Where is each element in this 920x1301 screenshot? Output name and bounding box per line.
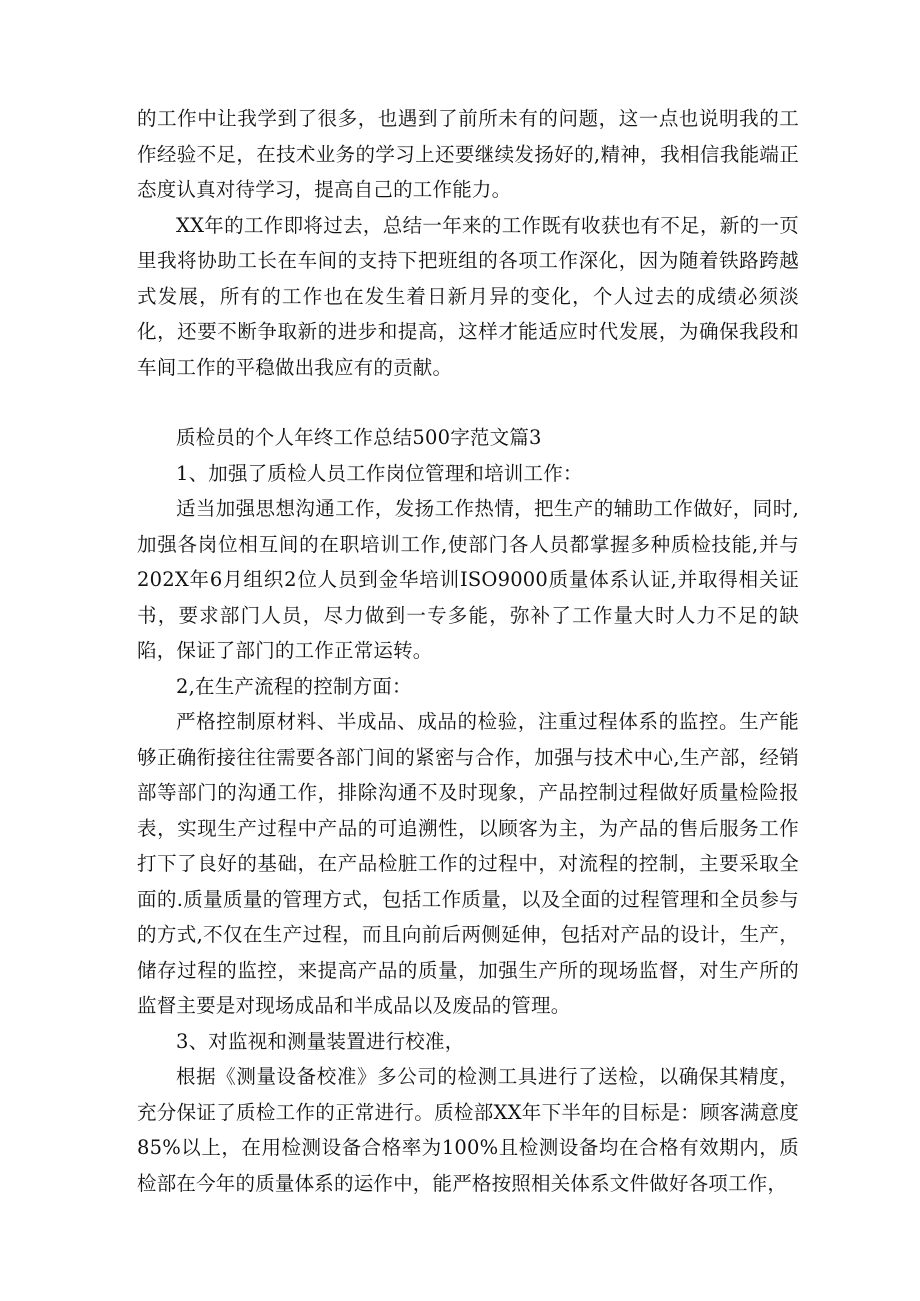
item-heading-1: 1、加强了质检人员工作岗位管理和培训工作： xyxy=(176,461,583,485)
item-body-3: 根据《测量设备校准》多公司的检测工具进行了送检，以确保其精度，充分保证了质检工作的正常进行。质检部XX年下半年的目标是：顾客满意度85%以上，在用检测设备合格率为100%且检测设备均在合格有效期内，质检部在今年的质量体系的运作中，能严格按照相关体系文件做好各项工作， xyxy=(137,1065,799,1195)
section-spacer xyxy=(137,385,799,420)
item-body-2: 严格控制原材料、半成品、成品的检验，注重过程体系的监控。生产能够正确衔接往往需要各部门间的紧密与合作，加强与技术中心,生产部，经销部等部门的沟通工作，排除沟通不及时现象，产品控制过程做好质量检险报表，实现生产过程中产品的可追溯性，以顾客为主，为产品的售后服务工作打下了良好的基础，在产品检脏工作的过程中，对流程的控制，主要采取全面的.质量质量的管理方式，包括工作质量，以及全面的过程管理和全员参与的方式,不仅在生产过程，而且向前后两侧延伸，包括对产品的设计，生产，储存过程的监控，来提高产品的质量，加强生产所的现场监督，对生产所的监督主要是对现场成品和半成品以及废品的管理。 xyxy=(137,710,799,1017)
item-heading-2: 2,在生产流程的控制方面： xyxy=(176,674,412,698)
item-body-1: 适当加强思想沟通工作，发扬工作热情，把生产的辅助工作做好，同时,加强各岗位相互间的在职培训工作,使部门各人员都掌握多种质检技能,并与202X年6月组织2位人员到金华培训ISO9000质量体系认证,并取得相关证书，要求部门人员，尽力做到一专多能，弥补了工作量大时人力不足的缺陷，保证了部门的工作正常运转。 xyxy=(137,497,799,662)
item-heading-3: 3、对监视和测量装置进行校准， xyxy=(176,1029,465,1053)
section-title: 质检员的个人年终工作总结500字范文篇3 xyxy=(176,426,542,449)
document-body xyxy=(137,101,799,1201)
paragraph-year-summary: XX年的工作即将过去，总结一年来的工作既有收获也有不足，新的一页里我将协助工长在车间的支持下把班组的各项工作深化，因为随着铁路跨越式发展，所有的工作也在发生着日新月异的变化，个人过去的成绩必须淡化，还要不断争取新的进步和提高，这样才能适应时代发展，为确保我段和车间工作的平稳做出我应有的贡献。 xyxy=(137,213,799,379)
paragraph-continuation: 的工作中让我学到了很多，也遇到了前所未有的问题，这一点也说明我的工作经验不足，在技术业务的学习上还要继续发扬好的,精神，我相信我能端正态度认真对待学习，提高自己的工作能力。 xyxy=(137,107,799,201)
